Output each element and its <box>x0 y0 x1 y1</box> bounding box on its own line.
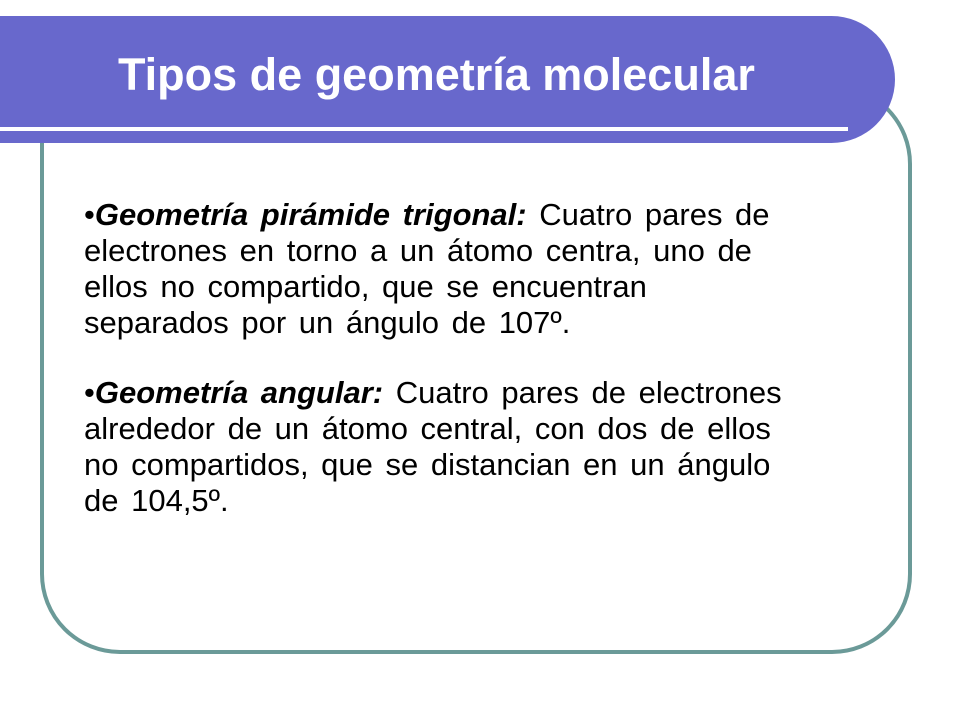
bullet-item-angular <box>84 375 804 519</box>
bullet-marker: • <box>84 375 95 410</box>
bullet-term: Geometría pirámide trigonal: <box>94 197 527 232</box>
bullet-text: Cuatro pares de electrones en torno a un átomo centra, uno de ellos no compartido, que se encuentran separados por un ángulo de 107º. <box>84 197 770 340</box>
bullet-term: Geometría angular: <box>94 375 384 410</box>
title-underline <box>0 127 848 131</box>
bullet-text: Cuatro pares de electrones alrededor de un átomo central, con dos de ellos no compartidos, que se distancian en un ángulo de 104,5º. <box>84 375 782 518</box>
slide-title: Tipos de geometría molecular <box>118 49 755 100</box>
slide-body <box>84 197 804 553</box>
bullet-item-trigonal-pyramid <box>84 197 804 341</box>
bullet-marker: • <box>84 197 95 232</box>
